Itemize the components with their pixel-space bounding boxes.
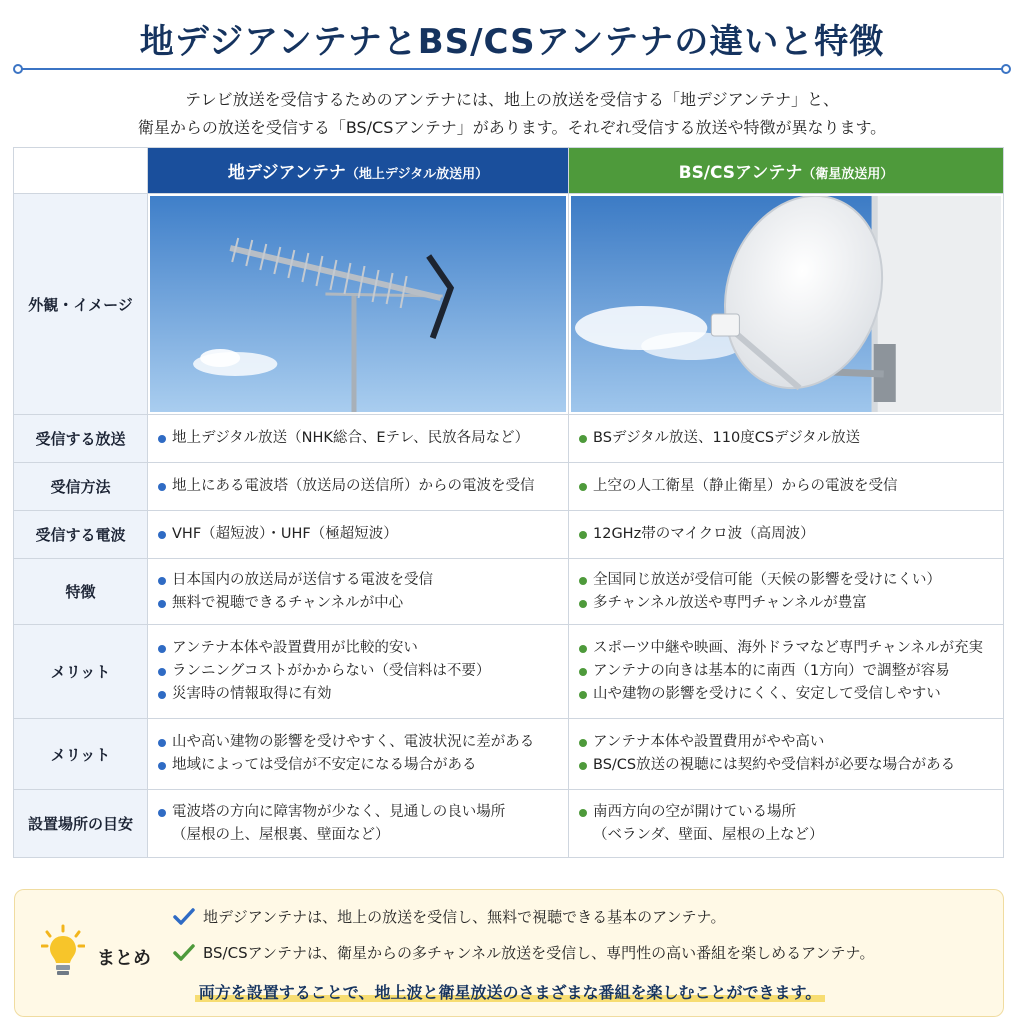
list-item: 地上デジタル放送（NHK総合、Eテレ、民放各局など） (158, 427, 558, 450)
list-item: 全国同じ放送が受信可能（天候の影響を受けにくい） (579, 569, 993, 592)
list-item: 地域によっては受信が不安定になる場合がある (158, 754, 558, 777)
list-item: 災害時の情報取得に有効 (158, 683, 558, 706)
table-row (14, 463, 1004, 511)
satellite-sub: （衛星放送用） (802, 167, 894, 182)
terrestrial-location-cell (148, 790, 569, 858)
summary-label: まとめ (97, 948, 151, 969)
satellite-method-cell (569, 463, 1004, 511)
terrestrial-name: 地デジアンテナ (227, 163, 346, 183)
satellite-location-cell (569, 790, 1004, 858)
divider-dot-left (13, 64, 23, 74)
column-header-terrestrial (148, 148, 569, 194)
summary-point-1 (173, 906, 725, 928)
terrestrial-merit-cell (148, 625, 569, 719)
satellite-name: BS/CSアンテナ (678, 163, 803, 183)
row-label-wave: 受信する電波 (14, 511, 148, 559)
list-item: 山や高い建物の影響を受けやすく、電波状況に差がある (158, 731, 558, 754)
table-row (14, 194, 1004, 415)
list-item: 地上にある電波塔（放送局の送信所）からの電波を受信 (158, 475, 558, 498)
terrestrial-method-cell (148, 463, 569, 511)
dish-antenna-picture (571, 196, 1001, 412)
list-item: VHF（超短波）・UHF（極超短波） (158, 523, 558, 546)
list-item-continuation: （ベランダ、壁面、屋根の上など） (593, 826, 824, 843)
yagi-antenna-picture (150, 196, 566, 412)
list-item: スポーツ中継や映画、海外ドラマなど専門チャンネルが充実 (579, 637, 993, 660)
list-item: 電波塔の方向に障害物が少なく、見通しの良い場所 (158, 801, 558, 824)
list-item: BS/CS放送の視聴には契約や受信料が必要な場合がある (579, 754, 993, 777)
satellite-demerit-cell (569, 719, 1004, 790)
list-item: アンテナ本体や設置費用が比較的安い (158, 637, 558, 660)
list-item: BSデジタル放送、110度CSデジタル放送 (579, 427, 993, 450)
row-label-demerit: メリット (14, 719, 148, 790)
table-row (14, 790, 1004, 858)
comparison-table (13, 147, 1004, 858)
row-label-features: 特徴 (14, 559, 148, 625)
table-row (14, 415, 1004, 463)
terrestrial-sub: （地上デジタル放送用） (345, 167, 489, 182)
check-icon (173, 944, 195, 962)
table-row (14, 719, 1004, 790)
list-item: ランニングコストがかからない（受信料は不要） (158, 660, 558, 683)
summary-box (14, 889, 1004, 1017)
summary-conclusion-text: 両方を設置することで、地上波と衛星放送のさまざまな番組を楽しむことができます。 (195, 983, 825, 1002)
table-row (14, 625, 1004, 719)
satellite-merit-cell (569, 625, 1004, 719)
intro-line-2: 衛星からの放送を受信する「BS/CSアンテナ」があります。それぞれ受信する放送や特徴が異なります。 (137, 118, 887, 137)
intro-line-1: テレビ放送を受信するためのアンテナには、地上の放送を受信する「地デジアンテナ」と、 (184, 90, 840, 109)
satellite-wave-cell (569, 511, 1004, 559)
list-item: 南西方向の空が開けている場所 (579, 801, 993, 824)
terrestrial-demerit-cell (148, 719, 569, 790)
row-label-broadcast: 受信する放送 (14, 415, 148, 463)
list-item: 多チャンネル放送や専門チャンネルが豊富 (579, 592, 993, 615)
satellite-broadcast-cell (569, 415, 1004, 463)
lightbulb-icon (41, 924, 85, 980)
intro-text (0, 86, 1024, 142)
terrestrial-features-cell (148, 559, 569, 625)
table-row (14, 511, 1004, 559)
list-item: 日本国内の放送局が送信する電波を受信 (158, 569, 558, 592)
terrestrial-wave-cell (148, 511, 569, 559)
column-header-satellite (569, 148, 1004, 194)
satellite-features-cell (569, 559, 1004, 625)
terrestrial-antenna-image (148, 194, 569, 415)
row-label-appearance: 外観・イメージ (14, 194, 148, 415)
row-label-location: 設置場所の目安 (14, 790, 148, 858)
page-title: 地デジアンテナとBS/CSアンテナの違いと特徴 (139, 22, 885, 62)
summary-point-2 (173, 942, 874, 964)
divider-dot-right (1001, 64, 1011, 74)
list-item: 山や建物の影響を受けにくく、安定して受信しやすい (579, 683, 993, 706)
list-item-continuation: （屋根の上、屋根裏、壁面など） (172, 826, 390, 843)
check-icon (173, 908, 195, 926)
table-header-row (14, 148, 1004, 194)
summary-conclusion (15, 980, 1005, 1003)
list-item: 上空の人工衛星（静止衛星）からの電波を受信 (579, 475, 993, 498)
row-label-method: 受信方法 (14, 463, 148, 511)
list-item: アンテナの向きは基本的に南西（1方向）で調整が容易 (579, 660, 993, 683)
row-label-merit: メリット (14, 625, 148, 719)
table-row (14, 559, 1004, 625)
terrestrial-broadcast-cell (148, 415, 569, 463)
list-item: アンテナ本体や設置費用がやや高い (579, 731, 993, 754)
title-divider (18, 68, 1006, 70)
list-item: 12GHz帯のマイクロ波（高周波） (579, 523, 993, 546)
summary-point-1-text: 地デジアンテナは、地上の放送を受信し、無料で視聴できる基本のアンテナ。 (203, 908, 726, 926)
list-item: 無料で視聴できるチャンネルが中心 (158, 592, 558, 615)
summary-point-2-text: BS/CSアンテナは、衛星からの多チャンネル放送を受信し、専門性の高い番組を楽しめるアンテナ。 (203, 944, 875, 962)
table-corner (14, 148, 148, 194)
satellite-antenna-image (569, 194, 1004, 415)
